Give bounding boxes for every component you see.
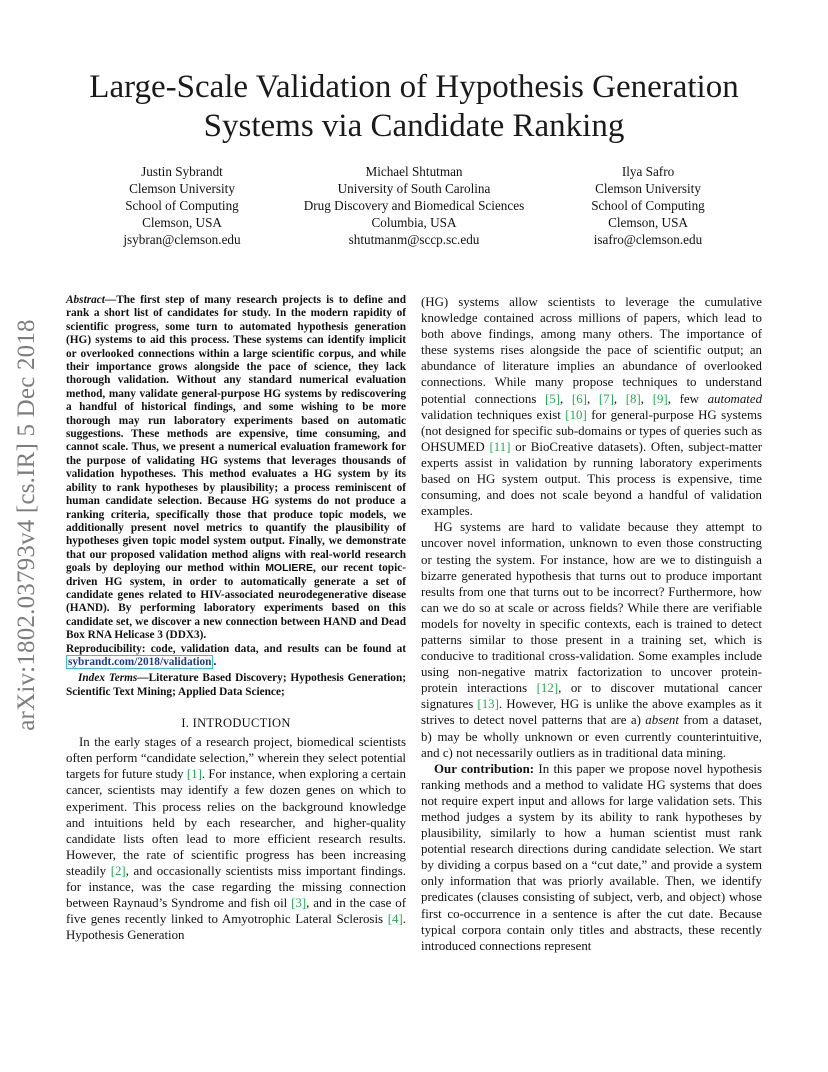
text: . However, HG is unlike the above examples as it strives to detect novel patterns that are a) bbox=[421, 697, 762, 728]
text: In the early stages of a research project, biomedical scientists often perform “candidate selection,” wherein they select potential targets for future study bbox=[66, 735, 406, 782]
author-block bbox=[102, 163, 262, 248]
intro-left-body bbox=[66, 734, 406, 943]
author-department: Drug Discovery and Biomedical Sciences bbox=[303, 198, 525, 213]
author-name: Ilya Safro bbox=[621, 164, 675, 179]
index-terms bbox=[66, 672, 406, 699]
reproducibility-text: Reproducibility: code, validation data, and results can be found at bbox=[66, 642, 406, 655]
paragraph bbox=[66, 734, 406, 943]
text: In this paper we propose novel hypothesis ranking methods and a method to validate HG systems that does not require expert input and allows for large validation sets. This method judges a system by its ability to rank hypotheses by plausibility, similarly to how a human scientist must rank potential research directions during candidate selection. We start by dividing a corpus based on a “cut date,” and provide a system only information that was priorly available. Then, we identify predicates (clauses consisting of subject, verb, and object) whose first co-occurrence in a sentence is after the cut date. Because typical corpora contain only titles and abstracts, these recently introduced connections represent bbox=[421, 761, 762, 953]
text: validation techniques exist bbox=[421, 407, 566, 422]
text: for general-purpose HG systems (not designed for specific sub-domains or types of queries such as OHSUMED bbox=[421, 407, 762, 454]
period: . bbox=[213, 655, 217, 668]
abstract bbox=[66, 294, 406, 669]
citation-link[interactable]: [12] bbox=[536, 681, 559, 696]
text: . Hypothesis Generation bbox=[66, 912, 406, 943]
author-department: School of Computing bbox=[591, 198, 705, 213]
index-terms-text: —Literature Based Discovery; Hypothesis Generation; Scientific Text Mining; Applied Data Science; bbox=[66, 672, 406, 698]
author-email: shtutmanm@sccp.sc.edu bbox=[348, 232, 480, 247]
text: HG systems are hard to validate because they attempt to uncover novel information, unknown to even those constructing or testing the system. For instance, how are we to distinguish a bizarre generated hypothesis that turns out to produce important results from one that turns out to be incorrect? Furthermore, how can we do so at scale or across fields? While there are verifiable models for novelty in specific contexts, each is trained to detect patterns similar to those present in a training set, which is conducive to traditional cross-validation. Some examples include using non-negative matrix factorization to uncover protein-protein interactions bbox=[421, 520, 762, 696]
text: , bbox=[613, 391, 626, 406]
paper-title bbox=[40, 68, 788, 146]
author-name: Justin Sybrandt bbox=[141, 164, 223, 179]
citation-link[interactable]: [13] bbox=[477, 697, 499, 712]
author-department: School of Computing bbox=[125, 198, 239, 213]
abstract-text: —The first step of many research projects is to define and rank a short list of candidates for study. In the modern rapidity of scientific progress, some turn to automated hypothesis generation (HG) systems to aid this process. These systems can identify implicit or overlooked connections within a large scientific corpus, and while their importance grows alongside the pace of science, they lack thorough validation. Without any standard numerical evaluation method, many validate general-purpose HG systems by rediscovering a handful of historical findings, and some wishing to be more thorough may run laboratory experiments based on automatic suggestions. These methods are expensive, time consuming, and cannot scale. Thus, we present a numerical evaluation framework for the purpose of validating HG systems that leverages thousands of validation hypotheses. This method evaluates a HG system by its ability to rank hypotheses by plausibility; a process reminiscent of human candidate selection. Because HG systems do not produce a ranking criteria, specifically those that produce topic models, we additionally present novel metrics to quantify the plausibility of hypotheses given topic model system output. Finally, we demonstrate that our proposed validation method aligns with real-world research goals by deploying our method within bbox=[66, 294, 406, 575]
arxiv-identifier: arXiv:1802.03793v4 [cs.IR] 5 Dec 2018 bbox=[13, 319, 40, 731]
abstract-lead: Abstract bbox=[66, 294, 105, 306]
right-column bbox=[421, 294, 762, 954]
text: from a dataset, b) may be wholly unknown or even currently counterintuitive, and c) not necessarily outliers as in traditional data mining. bbox=[421, 713, 762, 760]
section-heading bbox=[66, 716, 406, 731]
citation-link[interactable]: [7] bbox=[598, 391, 614, 406]
author-name: Michael Shtutman bbox=[365, 164, 463, 179]
citation-link[interactable]: [1] bbox=[186, 767, 202, 782]
title-line-2: Systems via Candidate Ranking bbox=[203, 108, 625, 144]
author-email: jsybran@clemson.edu bbox=[123, 232, 241, 247]
citation-link[interactable]: [3] bbox=[291, 896, 307, 911]
text: , and occasionally scientists miss important findings. for instance, was the case regarding the missing connection between Raynaud’s Syndrome and fish oil bbox=[66, 863, 406, 911]
contribution-lead: Our contribution: bbox=[434, 761, 535, 776]
citation-link[interactable]: [5] bbox=[545, 391, 561, 406]
citation-link[interactable]: [9] bbox=[652, 391, 668, 406]
text: , or to discover mutational cancer signatures bbox=[421, 681, 763, 712]
author-location: Columbia, USA bbox=[371, 215, 457, 230]
text: or BioCreative datasets). Often, subject-matter experts assist in validation by running laboratory experiments based on HG system output. This process is expensive, time consuming, and does not scale beyond a handful of validation examples. bbox=[421, 439, 763, 519]
section-title-rest: NTRODUCTION bbox=[197, 716, 291, 731]
index-terms-lead: Index Terms bbox=[78, 672, 138, 685]
author-block bbox=[568, 163, 728, 248]
arxiv-sidebar bbox=[10, 295, 44, 755]
section-title-initial: I bbox=[192, 716, 198, 731]
text: , and in the case of five genes recently linked to Amyotrophic Lateral Sclerosis bbox=[66, 896, 406, 927]
citation-link[interactable]: [11] bbox=[489, 439, 511, 454]
paragraph bbox=[421, 294, 762, 519]
citation-link[interactable]: [6] bbox=[571, 391, 587, 406]
citation-link[interactable]: [10] bbox=[565, 407, 587, 422]
author-affiliation: Clemson University bbox=[595, 181, 701, 196]
paragraph bbox=[421, 761, 762, 954]
author-block bbox=[284, 163, 544, 248]
system-name: MOLIERE bbox=[265, 562, 314, 575]
text: . For instance, when exploring a certain cancer, scientists may identify a few dozen genes on which to experiment. This process relies on the background knowledge and intuitions held by each researcher, and higher-quality candidate lists often lead to more efficient research results. However, the rate of scientific progress has been increasing steadily bbox=[66, 767, 406, 878]
author-affiliation: Clemson University bbox=[129, 181, 235, 196]
citation-link[interactable]: [4] bbox=[387, 912, 403, 927]
citation-link[interactable]: [2] bbox=[110, 863, 126, 878]
author-location: Clemson, USA bbox=[608, 215, 688, 230]
title-line-1: Large-Scale Validation of Hypothesis Generation bbox=[89, 69, 739, 105]
emphasis: automated bbox=[707, 391, 763, 406]
text: , bbox=[560, 391, 572, 406]
text: , bbox=[586, 391, 599, 406]
text: , few bbox=[667, 391, 708, 406]
text: , bbox=[640, 391, 653, 406]
text: (HG) systems allow scientists to leverage the cumulative knowledge contained across millions of papers, which lead to both above findings, among many others. The importance of these systems rises alongside the pace of scientific output; an abundance of literature implies an abundance of overlooked connections. While many propose techniques to understand potential connections bbox=[421, 295, 762, 406]
validation-link[interactable]: sybrandt.com/2018/validation bbox=[68, 655, 212, 668]
author-affiliation: University of South Carolina bbox=[337, 181, 491, 196]
abstract-text-continued: , our recent topic-driven HG system, in order to automatically generate a set of candidate genes related to HIV-associated neurodegenerative disease (HAND). By performing laboratory experiments based on this candidate set, we discover a new connection between HAND and Dead Box RNA Helicase 3 (DDX3). bbox=[66, 562, 406, 642]
citation-link[interactable]: [8] bbox=[625, 391, 641, 406]
author-email: isafro@clemson.edu bbox=[593, 232, 703, 247]
emphasis: absent bbox=[645, 713, 679, 728]
paragraph bbox=[421, 519, 762, 760]
author-location: Clemson, USA bbox=[142, 215, 222, 230]
section-number: I. bbox=[181, 716, 190, 731]
left-column bbox=[66, 294, 406, 943]
